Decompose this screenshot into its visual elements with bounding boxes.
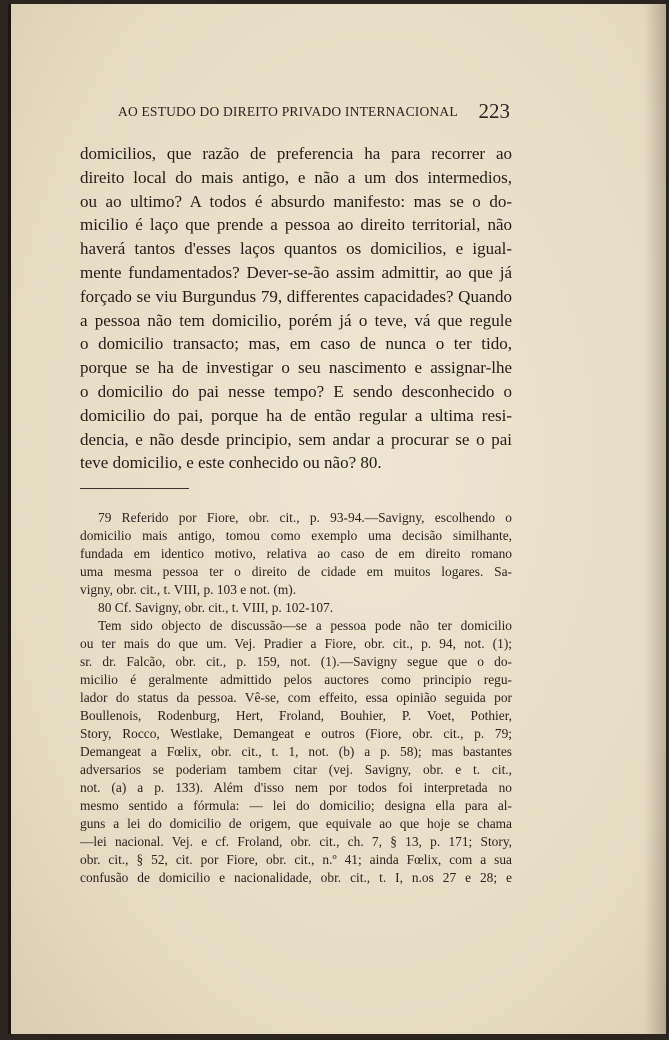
body-line: direito local do mais antigo, e não a um dos intermedios, (80, 167, 512, 187)
body-line: forçado se viu Burgundus 79, differentes capacidades? Quando (80, 286, 512, 306)
body-line: domicilio do pai, porque ha de então regular a ultima resi- (80, 405, 512, 425)
footnote-line: guns a lei do domicilio de origem, que equivale ao que hoje se chama (80, 816, 512, 831)
page-number: 223 (478, 99, 510, 123)
body-line: ou ao ultimo? A todos é absurdo manifesto: mas se o do- (80, 191, 512, 211)
main-text (80, 142, 512, 475)
body-line: dencia, e não desde principio, sem andar a procurar se o pai (80, 429, 512, 449)
footnote-line: confusão de domicilio e nacionalidade, obr. cit., t. I, n.os 27 e 28; e (80, 870, 512, 885)
footnote-separator (80, 488, 189, 489)
body-line: o domicilio do pai nesse tempo? E sendo desconhecido o (80, 381, 512, 401)
footnote-line: obr. cit., § 52, cit. por Fiore, obr. cit., n.º 41; ainda Fœlix, com a sua (80, 852, 512, 867)
footnote-line: —lei nacional. Vej. e cf. Froland, obr. cit., ch. 7, § 13, p. 171; Story, (80, 834, 512, 849)
footnote-line: Boullenois, Rodenburg, Hert, Froland, Bouhier, P. Voet, Pothier, (80, 708, 512, 723)
footnote-line: 79 Referido por Fiore, obr. cit., p. 93-94.—Savigny, escolhendo o (98, 510, 512, 525)
page-header (118, 101, 510, 123)
body-line: teve domicilio, e este conhecido ou não? 80. (80, 453, 382, 473)
footnotes (80, 509, 512, 887)
footnote-line: Demangeat a Fœlix, obr. cit., t. 1, not. (b) a p. 58); mas bastantes (80, 744, 512, 759)
footnote-line: 80 Cf. Savigny, obr. cit., t. VIII, p. 102-107. (98, 600, 334, 615)
footnote-line: vigny, obr. cit., t. VIII, p. 103 e not. (m). (80, 582, 297, 597)
body-line: mente fundamentados? Dever-se-ão assim admittir, ao que já (80, 262, 512, 282)
body-line: micilio é laço que prende a pessoa ao direito territorial, não (80, 215, 512, 235)
footnote-line: not. (a) a p. 133). Além d'isso nem por todos foi interpretada no (80, 780, 512, 795)
footnote-line: adversarios se poderiam tambem citar (vej. Savigny, obr. e t. cit., (80, 762, 512, 777)
footnote-line: micilio é geralmente admittido pelos auctores como principio regu- (80, 672, 512, 687)
body-line: domicilios, que razão de preferencia ha para recorrer ao (80, 144, 512, 163)
footnote-line: domicilio mais antigo, tomou como exemplo uma decisão similhante, (80, 528, 512, 543)
footnote-line: sr. dr. Falcão, obr. cit., p. 159, not. (1).—Savigny segue que o do- (80, 654, 512, 669)
body-line: porque se ha de investigar o seu nascimento e assignar-lhe (80, 358, 512, 378)
footnote-line: mesmo sentido a fórmula: — lei do domicilio; designa ella para al- (80, 798, 512, 813)
body-line: haverá tantos d'esses laços quantos os domicilios, e igual- (80, 239, 512, 259)
footnote-line: Story, Rocco, Westlake, Demangeat e outros (Fiore, obr. cit., p. 79; (80, 726, 512, 741)
footnote-line: Tem sido objecto de discussão—se a pessoa pode não ter domicilio (98, 618, 512, 633)
footnote-line: ou ter mais do que um. Vej. Pradier a Fiore, obr. cit., p. 94, not. (1); (80, 636, 512, 651)
body-line: a pessoa não tem domicilio, porém já o teve, vá que regule (80, 310, 512, 330)
page-gutter-shadow (644, 4, 666, 1034)
footnote-line: fundada em identico motivo, relativa ao caso de em direito romano (80, 546, 512, 561)
body-line: o domicilio transacto; mas, em caso de nunca o ter tido, (80, 334, 512, 354)
footnote-line: uma mesma pessoa ter o direito de cidade em muitos logares. Sa- (80, 564, 512, 579)
footnote-line: lador do status da pessoa. Vê-se, com effeito, essa opinião seguida por (80, 690, 512, 705)
running-title: AO ESTUDO DO DIREITO PRIVADO INTERNACIONAL (118, 104, 458, 119)
